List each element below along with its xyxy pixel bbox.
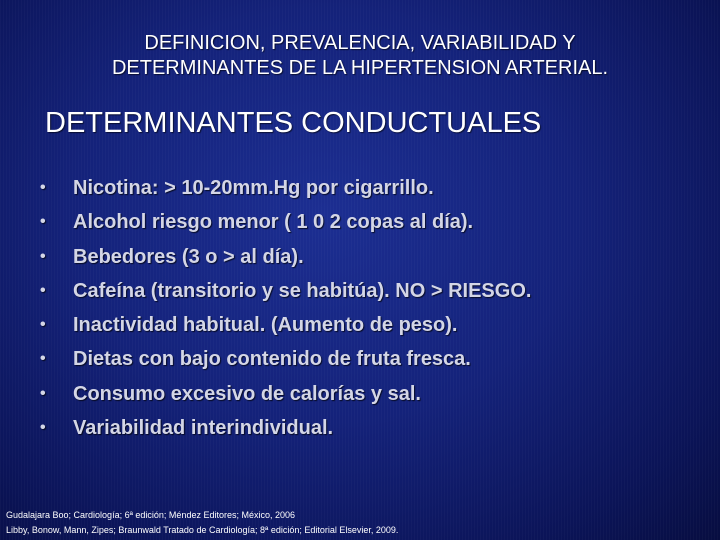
slide-title-line-1: DEFINICION, PREVALENCIA, VARIABILIDAD Y <box>144 32 576 54</box>
bullet-item <box>40 240 710 274</box>
bullet-dot-icon: • <box>40 350 46 368</box>
bullet-item <box>40 205 710 239</box>
bullet-dot-icon: • <box>40 247 46 265</box>
citation-line-1: Gudalajara Boo; Cardiología; 6ª edición; Méndez Editores; México, 2006 <box>6 510 295 520</box>
bullet-item <box>40 171 710 205</box>
citation-line-2: Libby, Bonow, Mann, Zipes; Braunwald Tratado de Cardiología; 8ª edición; Editorial Elsevier, 2009. <box>6 525 399 535</box>
bullet-text: Dietas con bajo contenido de fruta fresca. <box>73 348 471 371</box>
bullet-list <box>40 171 710 445</box>
bullet-text: Cafeína (transitorio y se habitúa). NO > RIESGO. <box>73 279 532 302</box>
bullet-dot-icon: • <box>40 213 46 231</box>
slide-title-line-2: DETERMINANTES DE LA HIPERTENSION ARTERIAL. <box>111 57 609 79</box>
bullet-dot-icon: • <box>40 419 46 437</box>
bullet-text: Consumo excesivo de calorías y sal. <box>73 382 421 405</box>
bullet-dot-icon: • <box>40 179 46 196</box>
bullet-item <box>40 342 710 376</box>
bullet-item <box>40 411 710 445</box>
bullet-dot-icon: • <box>40 384 46 402</box>
bullet-text: Inactividad habitual. (Aumento de peso). <box>73 314 458 337</box>
bullet-text: Alcohol riesgo menor ( 1 0 2 copas al día). <box>73 211 474 234</box>
bullet-dot-icon: • <box>40 281 46 299</box>
bullet-item <box>40 308 710 342</box>
bullet-dot-icon: • <box>40 316 46 334</box>
citation <box>6 508 398 538</box>
section-heading: DETERMINANTES CONDUCTUALES <box>45 107 542 139</box>
slide-title <box>0 31 720 81</box>
bullet-text: Bebedores (3 o > al día). <box>73 245 304 268</box>
bullet-text: Nicotina: > 10-20mm.Hg por cigarrillo. <box>73 177 434 199</box>
bullet-item <box>40 377 710 411</box>
bullet-item <box>40 274 710 308</box>
bullet-text: Variabilidad interindividual. <box>73 417 334 440</box>
